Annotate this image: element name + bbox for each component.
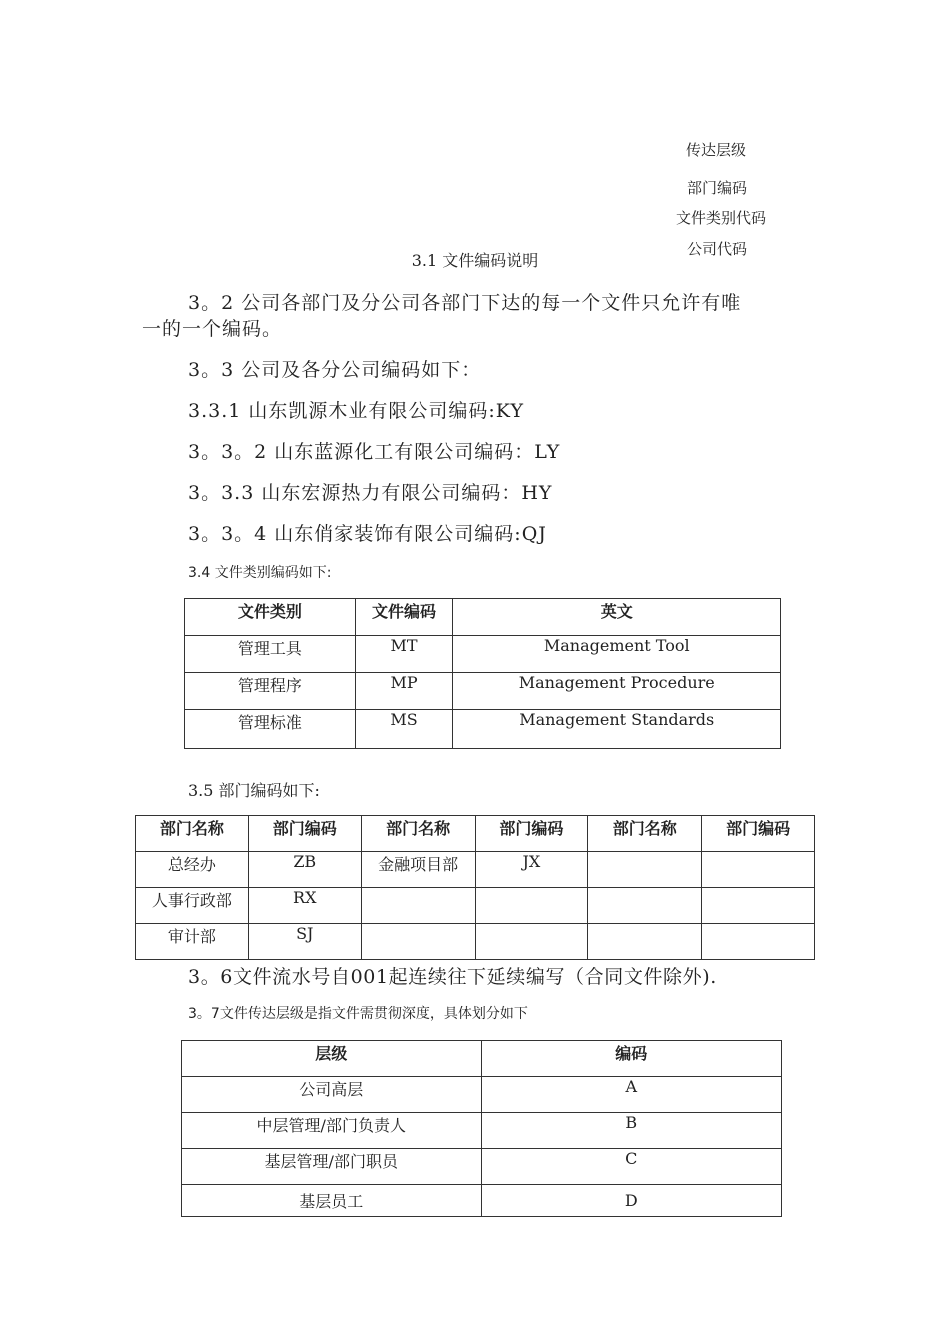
departments-heading: 3.5 部门编码如下: bbox=[188, 781, 320, 800]
table-cell: MS bbox=[355, 710, 453, 749]
table-header-row bbox=[182, 1041, 782, 1077]
dept-code-label: 部门编码 bbox=[687, 179, 748, 197]
header-cell: 部门名称 bbox=[361, 816, 475, 852]
table-cell: B bbox=[481, 1113, 782, 1149]
header-cell: 部门编码 bbox=[702, 816, 815, 852]
table-cell: 基层管理/部门职员 bbox=[182, 1149, 482, 1185]
table-cell: 管理标准 bbox=[185, 710, 356, 749]
table-cell: C bbox=[481, 1149, 782, 1185]
table-cell bbox=[702, 888, 815, 924]
table-row bbox=[136, 852, 815, 888]
company-qj: 3。3。4 山东俏家装饰有限公司编码:QJ bbox=[188, 523, 547, 545]
para-3-6: 3。6文件流水号自001起连续往下延续编写（合同文件除外). bbox=[188, 966, 717, 988]
table-cell: RX bbox=[248, 888, 361, 924]
table-header-row bbox=[185, 599, 781, 636]
table-cell: Management Tool bbox=[453, 636, 781, 673]
table-cell bbox=[361, 924, 475, 960]
levels-heading: 3。7文件传达层级是指文件需贯彻深度，具体划分如下 bbox=[188, 1006, 528, 1022]
table-cell bbox=[588, 924, 702, 960]
company-ky: 3.3.1 山东凯源木业有限公司编码:KY bbox=[188, 400, 525, 422]
header-cell: 文件编码 bbox=[355, 599, 453, 636]
table-header-row bbox=[136, 816, 815, 852]
table-cell: 管理工具 bbox=[185, 636, 356, 673]
table-cell bbox=[475, 888, 588, 924]
departments-table bbox=[135, 815, 815, 960]
table-row bbox=[182, 1149, 782, 1185]
table-cell: SJ bbox=[248, 924, 361, 960]
header-cell: 部门名称 bbox=[136, 816, 249, 852]
para-3-2-line2: 一的一个编码。 bbox=[142, 318, 283, 340]
table-cell: A bbox=[481, 1077, 782, 1113]
table-cell: 总经办 bbox=[136, 852, 249, 888]
doc-types-table bbox=[184, 598, 781, 749]
header-cell: 编码 bbox=[481, 1041, 782, 1077]
header-cell: 层级 bbox=[182, 1041, 482, 1077]
table-row bbox=[182, 1113, 782, 1149]
table-cell: JX bbox=[475, 852, 588, 888]
table-cell bbox=[588, 852, 702, 888]
table-cell bbox=[361, 888, 475, 924]
table-cell: MT bbox=[355, 636, 453, 673]
table-cell bbox=[588, 888, 702, 924]
type-code-label: 文件类别代码 bbox=[676, 209, 767, 227]
table-cell: 基层员工 bbox=[182, 1185, 482, 1217]
table-cell bbox=[702, 852, 815, 888]
header-cell: 部门编码 bbox=[248, 816, 361, 852]
section-title: 3.1 文件编码说明 bbox=[411, 251, 539, 270]
levels-table bbox=[181, 1040, 782, 1217]
para-3-3: 3。3 公司及各分公司编码如下： bbox=[188, 359, 482, 381]
table-cell: 管理程序 bbox=[185, 673, 356, 710]
table-row bbox=[185, 710, 781, 749]
table-row bbox=[185, 673, 781, 710]
table-cell: 审计部 bbox=[136, 924, 249, 960]
table-row bbox=[136, 888, 815, 924]
para-3-2-line1: 3。2 公司各部门及分公司各部门下达的每一个文件只允许有唯 bbox=[188, 292, 742, 314]
doc-types-heading: 3.4 文件类别编码如下: bbox=[188, 565, 332, 581]
company-ly: 3。3。2 山东蓝源化工有限公司编码：LY bbox=[188, 441, 561, 463]
header-cell: 英文 bbox=[453, 599, 781, 636]
header-cell: 部门编码 bbox=[475, 816, 588, 852]
company-code-label: 公司代码 bbox=[687, 240, 748, 258]
table-cell: ZB bbox=[248, 852, 361, 888]
header-cell: 文件类别 bbox=[185, 599, 356, 636]
table-cell: 公司高层 bbox=[182, 1077, 482, 1113]
table-row bbox=[136, 924, 815, 960]
table-cell: Management Procedure bbox=[453, 673, 781, 710]
header-cell: 部门名称 bbox=[588, 816, 702, 852]
level-label: 传达层级 bbox=[686, 141, 747, 159]
table-cell: Management Standards bbox=[453, 710, 781, 749]
company-hy: 3。3.3 山东宏源热力有限公司编码：HY bbox=[188, 482, 553, 504]
table-row bbox=[182, 1077, 782, 1113]
table-cell bbox=[475, 924, 588, 960]
table-cell bbox=[702, 924, 815, 960]
table-row bbox=[185, 636, 781, 673]
table-row bbox=[182, 1185, 782, 1217]
table-cell: 金融项目部 bbox=[361, 852, 475, 888]
table-cell: D bbox=[481, 1185, 782, 1217]
table-cell: 人事行政部 bbox=[136, 888, 249, 924]
table-cell: MP bbox=[355, 673, 453, 710]
table-cell: 中层管理/部门负责人 bbox=[182, 1113, 482, 1149]
